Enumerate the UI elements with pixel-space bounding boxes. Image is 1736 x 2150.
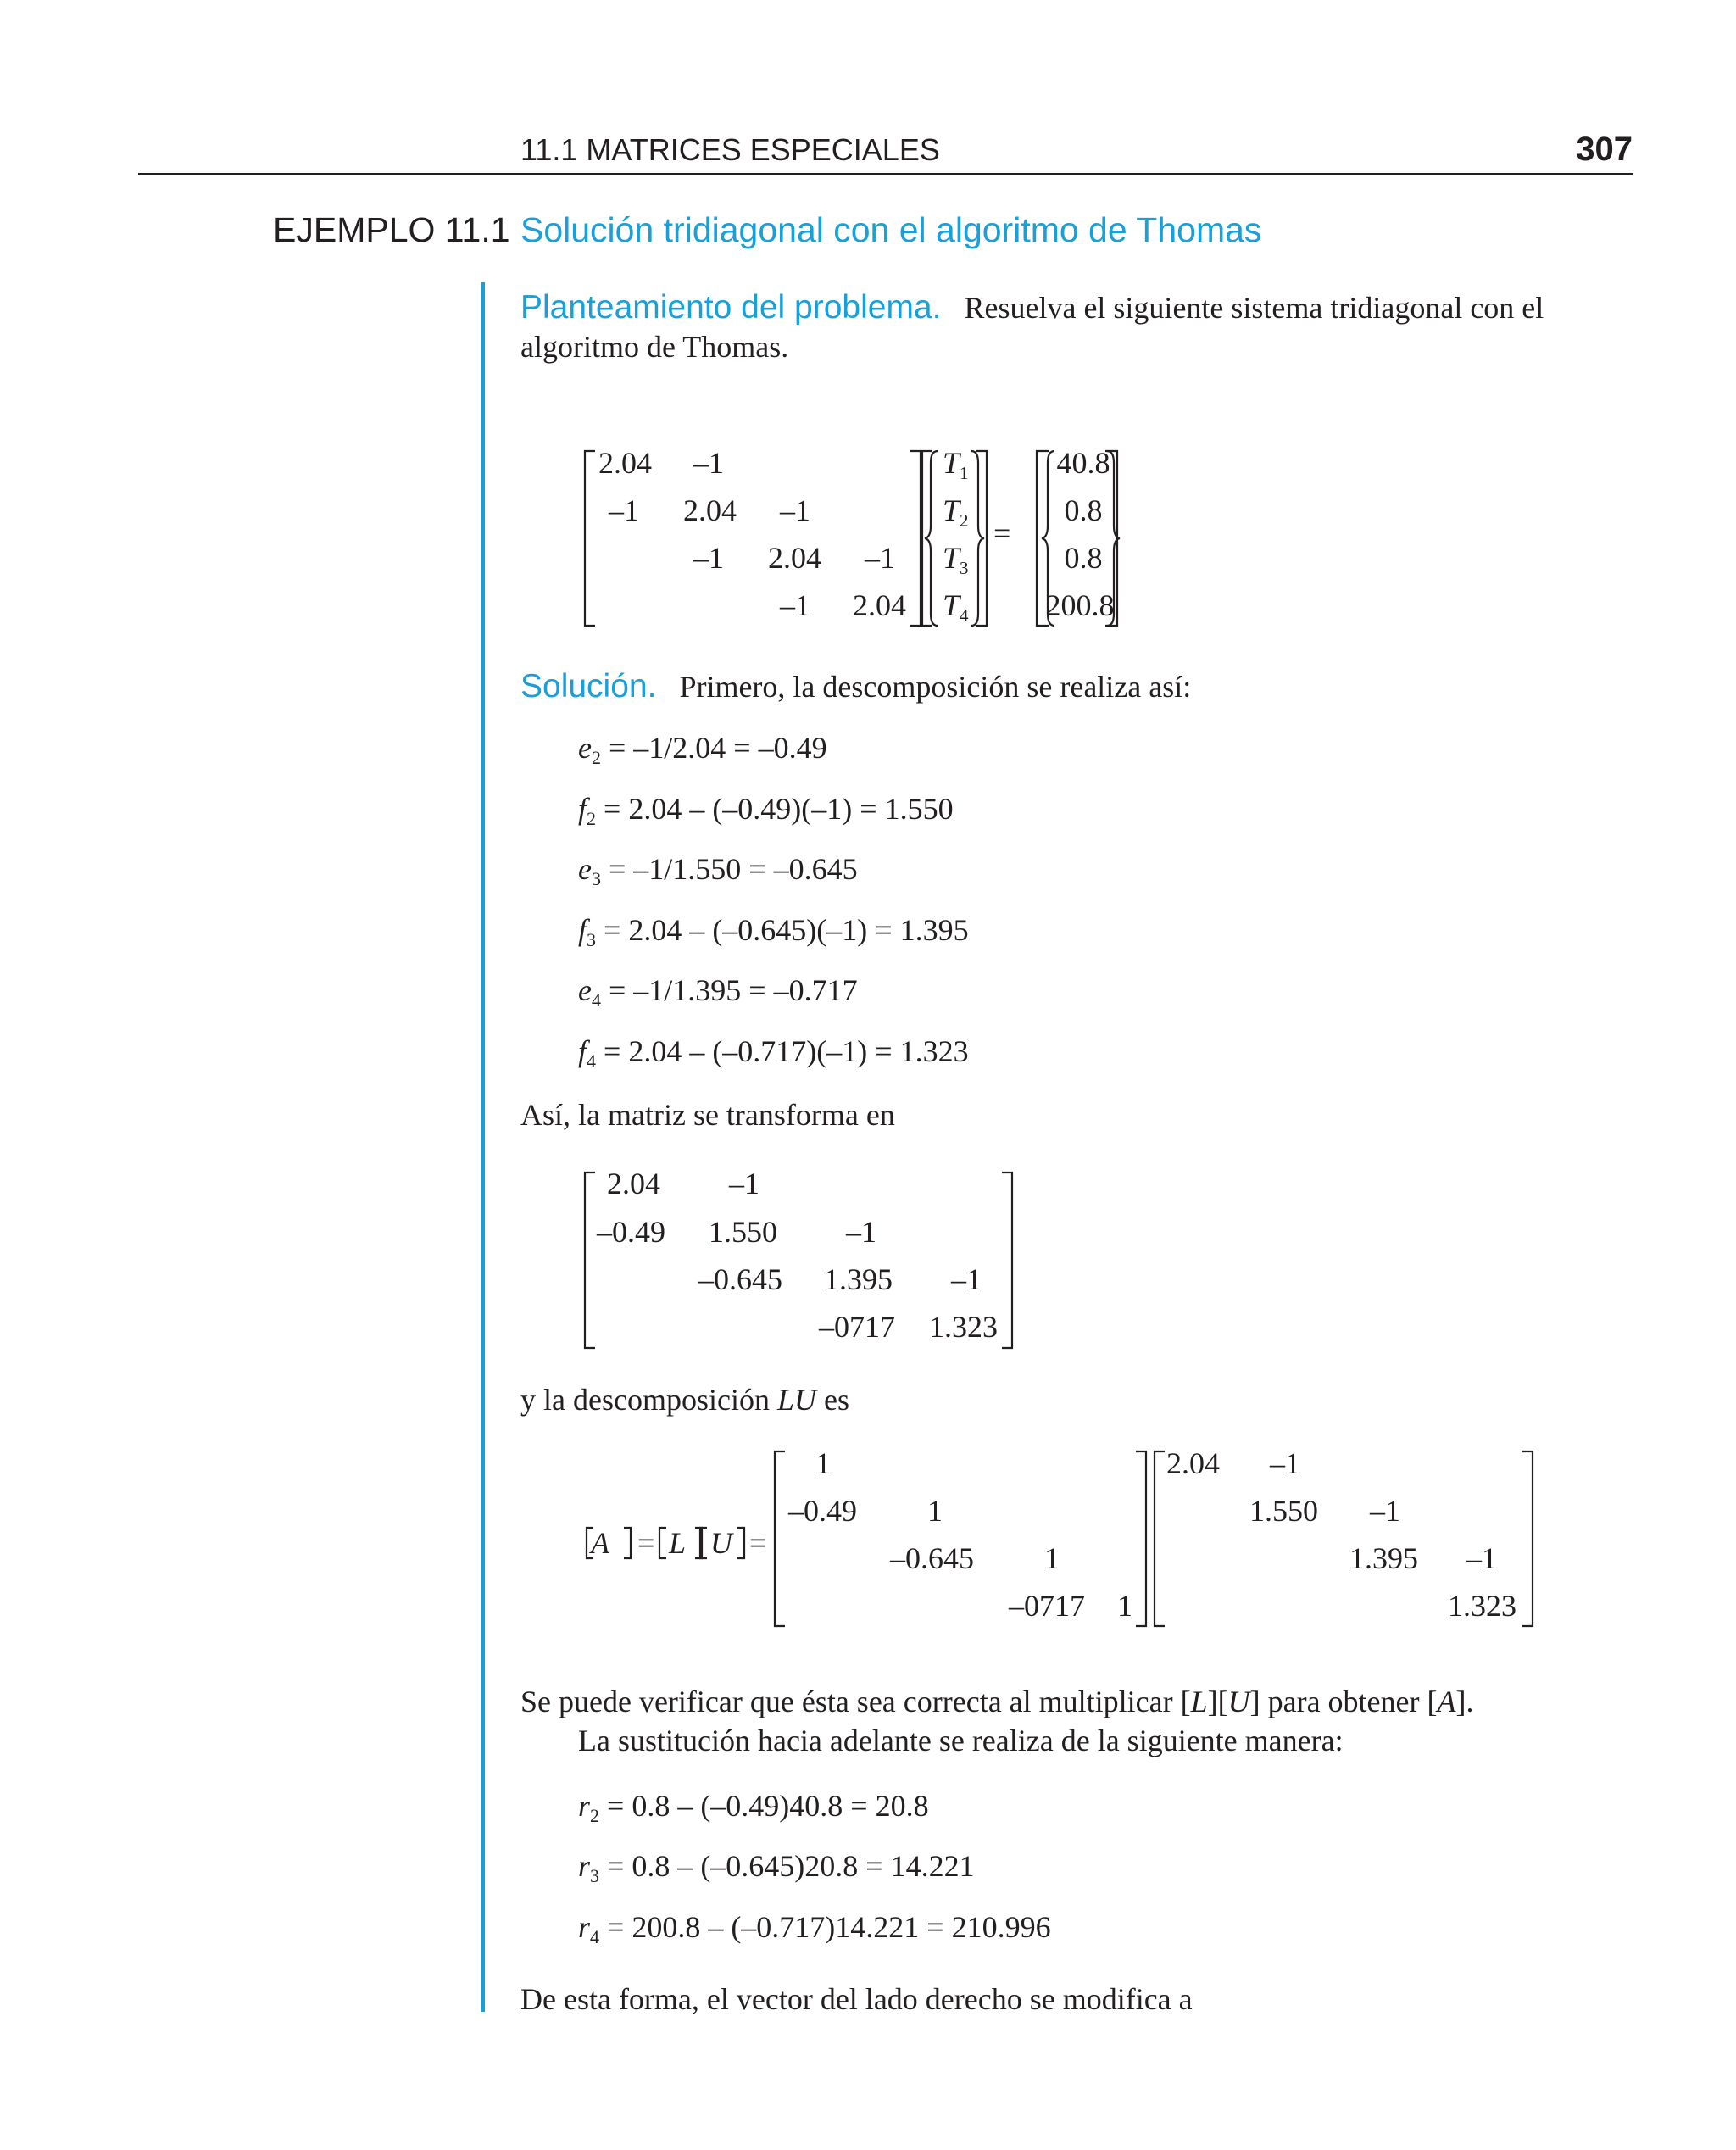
u-12: –1	[1270, 1446, 1300, 1480]
l-21: –0.49	[788, 1494, 857, 1528]
tr-a21: –0.49	[597, 1215, 665, 1249]
example-label: EJEMPLO 11.1	[273, 210, 510, 249]
eq-r4: $r_4 = 200.8 - (-0.717)14.221 = 210.996$	[578, 1910, 1051, 1947]
u-44: 1.323	[1448, 1589, 1516, 1623]
page-number: 307	[1576, 131, 1633, 168]
tr-a34: –1	[951, 1262, 982, 1296]
solution-text: Primero, la descomposición se realiza así:	[679, 670, 1192, 704]
u-34: –1	[1466, 1541, 1497, 1575]
sys-a44: 2.04	[853, 588, 906, 622]
l-43: –0717	[1009, 1589, 1085, 1623]
running-header: 11.1 MATRICES ESPECIALES	[520, 132, 940, 167]
eq-e2: $e_2 = -1/2.04 = -0.49$	[578, 731, 827, 768]
l-44: 1	[1117, 1589, 1132, 1623]
sys-a11: 2.04	[598, 446, 652, 480]
sys-a43: –1	[780, 588, 810, 622]
eq-e3: $e_3 = -1/1.550 = -0.645$	[578, 852, 858, 889]
eq-r3: $r_3 = 0.8 - (-0.645)20.8 = 14.221$	[578, 1849, 975, 1886]
u-22: 1.550	[1249, 1494, 1318, 1528]
verify-text: Se puede verificar que ésta sea correcta al multiplicar [L][U] para obtener [A].	[520, 1685, 1474, 1718]
unknown-t3: $T_3$	[943, 541, 969, 578]
rhs-2: 0.8	[1064, 493, 1103, 527]
u-33: 1.395	[1349, 1541, 1418, 1575]
lu-l: L	[669, 1526, 687, 1560]
tr-a23: –1	[846, 1215, 876, 1249]
transform-text: Así, la matriz se transforma en	[520, 1098, 895, 1132]
u-23: –1	[1370, 1494, 1400, 1528]
sys-a22: 2.04	[683, 493, 737, 527]
eq-f3: $f_3 = 2.04 - (-0.645)(-1) = 1.395$	[578, 913, 969, 950]
l-11: 1	[815, 1446, 831, 1480]
system-equals: =	[993, 516, 1011, 550]
lu-a: A	[591, 1526, 609, 1560]
tr-a32: –0.645	[698, 1262, 782, 1296]
unknown-t4: $T_4$	[943, 588, 969, 626]
eq-r2: $r_2 = 0.8 - (-0.49)40.8 = 20.8$	[578, 1789, 929, 1826]
tr-a22: 1.550	[709, 1215, 777, 1249]
solution-heading: Solución.	[520, 668, 657, 705]
sys-a12: –1	[693, 446, 724, 480]
statement-text: Resuelva el siguiente sistema tridiagonal con el algoritmo de Thomas.	[520, 291, 1544, 364]
tr-a43: –0717	[819, 1310, 895, 1344]
statement-heading: Planteamiento del problema.	[520, 289, 942, 326]
sys-a33: 2.04	[768, 541, 821, 575]
l-32: –0.645	[890, 1541, 974, 1575]
tr-a33: 1.395	[824, 1262, 893, 1296]
tr-a12: –1	[729, 1167, 760, 1200]
eq-f2: $f_2 = 2.04 - (-0.49)(-1) = 1.550$	[578, 792, 954, 829]
tr-a11: 2.04	[607, 1167, 660, 1200]
eq-e4: $e_4 = -1/1.395 = -0.717$	[578, 973, 858, 1011]
forward-text: La sustitución hacia adelante se realiza de la siguiente manera:	[578, 1724, 1344, 1757]
rhs-4: 200.8	[1045, 588, 1115, 622]
sys-a21: –1	[609, 493, 639, 527]
example-title: Solución tridiagonal con el algoritmo de Thomas	[520, 210, 1262, 249]
u-11: 2.04	[1166, 1446, 1220, 1480]
l-33: 1	[1044, 1541, 1060, 1575]
sys-a32: –1	[693, 541, 724, 575]
l-22: 1	[927, 1494, 943, 1528]
unknown-t2: $T_2$	[943, 493, 969, 531]
sys-a34: –1	[865, 541, 895, 575]
sys-a23: –1	[780, 493, 810, 527]
eq-f4: $f_4 = 2.04 - (-0.717)(-1) = 1.323$	[578, 1034, 969, 1072]
lu-eq-1: =	[637, 1526, 655, 1560]
final-text: De esta forma, el vector del lado derecho se modifica a	[520, 1982, 1193, 2016]
lu-intro: y la descomposición LU es	[520, 1383, 849, 1417]
unknown-t1: $T_1$	[943, 446, 969, 483]
rhs-3: 0.8	[1064, 541, 1103, 575]
lu-u: U	[710, 1526, 732, 1560]
rhs-1: 40.8	[1056, 446, 1110, 480]
tr-a44: 1.323	[929, 1310, 998, 1344]
lu-eq-2: =	[749, 1526, 767, 1560]
